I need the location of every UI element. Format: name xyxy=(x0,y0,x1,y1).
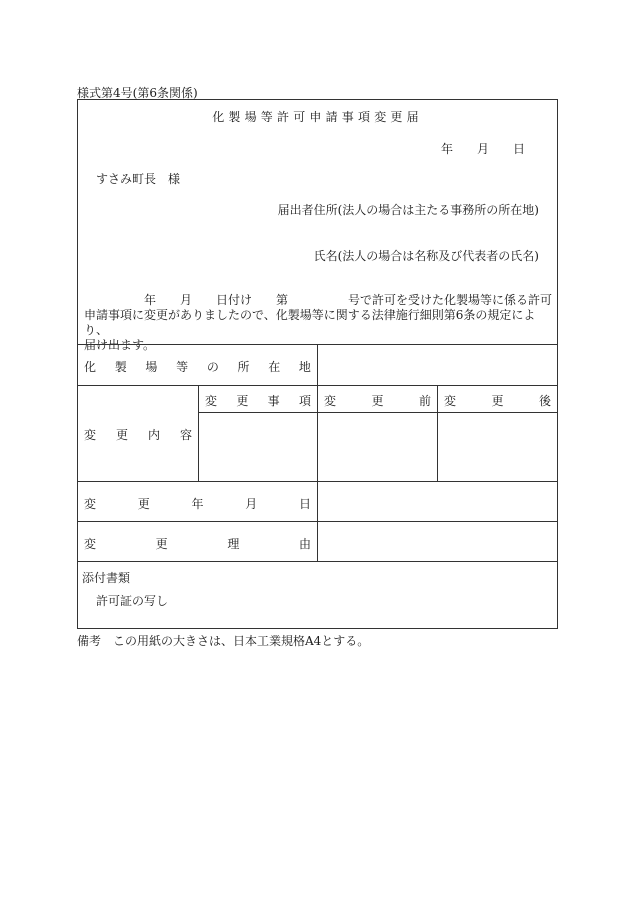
form-number-label: 様式第4号(第6条関係) xyxy=(77,86,198,100)
applicant-name-label[interactable]: 氏名(法人の場合は名称及び代表者の氏名) xyxy=(313,249,539,263)
location-field[interactable] xyxy=(318,345,556,384)
change-date-field[interactable] xyxy=(318,482,556,520)
applicant-address-label[interactable]: 届出者住所(法人の場合は主たる事務所の所在地) xyxy=(277,203,539,217)
before-field[interactable] xyxy=(318,413,436,480)
location-label: 化 製 場 等 の 所 在 地 xyxy=(84,360,311,374)
body-line: 届け出ます。 xyxy=(84,338,156,352)
change-item-header: 変 更 事 項 xyxy=(205,394,311,408)
body-line: 申請事項に変更がありましたので、化製場等に関する法律施行細則第6条の規定により、 xyxy=(84,308,536,337)
date-line[interactable]: 年 月 日 xyxy=(440,142,525,156)
attachments-label: 添付書類 xyxy=(82,571,131,585)
before-header: 変 更 前 xyxy=(324,394,431,408)
change-item-field[interactable] xyxy=(199,413,316,480)
notification-form xyxy=(77,99,558,629)
attachments-item: 許可証の写し xyxy=(96,594,169,608)
body-line: 年 月 日付け 第 号で許可を受けた化製場等に係る許可 xyxy=(84,293,553,307)
recipient-line: すさみ町長 様 xyxy=(96,172,181,186)
reason-row-divider xyxy=(78,561,557,562)
remarks-note: 備考 この用紙の大きさは、日本工業規格A4とする。 xyxy=(77,634,370,648)
change-reason-label: 変 更 理 由 xyxy=(84,537,311,551)
change-reason-field[interactable] xyxy=(318,522,556,560)
after-header: 変 更 後 xyxy=(444,394,551,408)
after-field[interactable] xyxy=(438,413,556,480)
change-content-label: 変 更 内 容 xyxy=(84,428,192,442)
change-date-label: 変 更 年 月 日 xyxy=(84,497,311,511)
form-title: 化製場等許可申請事項変更届 xyxy=(212,110,423,124)
